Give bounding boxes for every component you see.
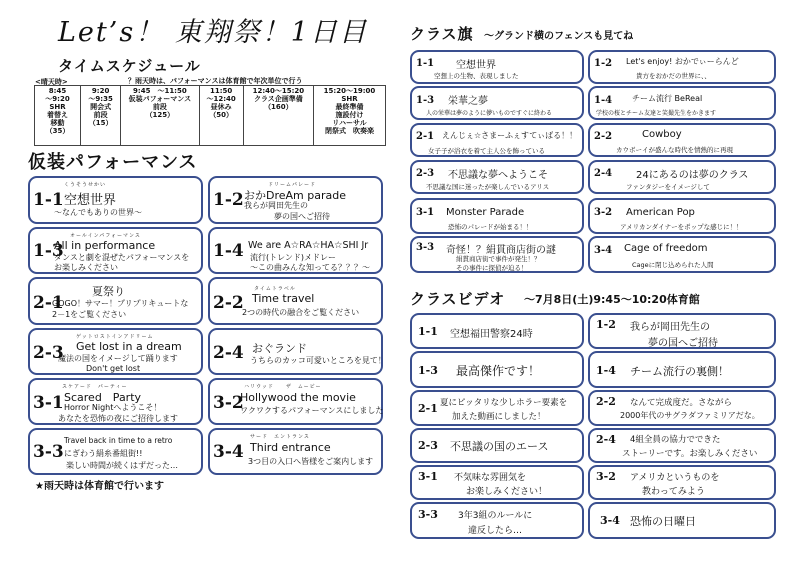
video-text: 不思議の国のエース [450,440,549,453]
class-label: 2-2 [594,131,613,142]
class-label: 1-3 [416,95,435,106]
ruby: サード エントランス [250,434,310,440]
performance-desc-2: ～この曲みんな知ってる？？？～ [250,263,370,272]
class-label: 3-3 [416,242,435,253]
performance-title: Third entrance [250,441,331,454]
performance-desc-2: 2－1をご覧ください [52,310,127,319]
class-label: 2-3 [416,168,435,179]
flag-title: 空想世界 [456,60,496,71]
class-label: 2-2 [213,293,244,313]
video-card [410,390,584,426]
flag-desc-2: その事件に探偵が迫る！ [456,264,528,272]
performance-card [28,378,203,425]
video-heading: クラスビデオ [410,290,506,308]
class-label: 3-3 [418,508,438,521]
schedule-cell: 9:20 ～9:35 開会式 前段 （15） [80,86,120,146]
flag-title: チーム流行 BeReal [632,94,703,103]
video-card [410,313,584,349]
flag-card [588,160,776,194]
performance-desc: Horror Nightへようこそ！ [64,403,162,412]
schedule-sunny-tag: <晴天時> [35,78,68,86]
class-label: 3-4 [600,514,620,527]
flag-card [410,160,584,194]
video-text-2: 違反したら… [468,526,523,536]
class-label: 2-4 [594,168,613,179]
performance-title: Travel back in time to a retro [64,436,173,445]
flag-card [588,50,776,84]
class-label: 1-2 [213,190,244,210]
flag-card [588,123,776,157]
performance-card [28,277,203,325]
flag-card [410,86,584,120]
video-text: 3年3組のルールに [458,511,533,521]
flags-subheading: ～グランド横のフェンスも見てね [484,31,634,42]
performance-title: Scared Party [64,391,142,404]
flag-card [588,86,776,120]
video-card [588,313,776,349]
flag-desc: 女子子が浴衣を着て主人公を飾っている [428,147,545,155]
video-text-2: お楽しみください！ [466,487,548,497]
performance-desc-2: 夢の国へご招待 [274,212,330,221]
flag-card [588,236,776,273]
video-card [410,351,584,388]
class-label: 1-1 [33,190,64,210]
flag-desc: ファンタジーをイメージして [626,183,710,191]
video-text-2: 2000年代のサグラダファミリアだな。 [620,411,760,420]
class-label: 3-2 [213,393,244,413]
class-label: 3-1 [418,470,438,483]
flag-desc: 学校の桜とチーム友達と笑撮先生をかきます [596,110,717,117]
flag-desc: 貴方をおかだの世界に、、 [636,72,711,80]
performance-desc: ワクワクするパフォーマンスにしました [240,406,384,415]
flag-desc: 不思議な国に迷ったが楽しんでいるアリス [426,183,550,191]
flag-desc: 空想上の生物、表現しました [434,72,519,80]
flag-title: えんじぇ☆さまーふぇすてぃばる！！ [442,131,578,140]
class-label: 1-1 [416,58,435,69]
video-text: 恐怖の日曜日 [630,515,696,528]
video-text: 不気味な雰囲気を [454,473,527,483]
ruby: スケアード パーティー [62,384,128,390]
performance-desc: 我らが岡田先生の [244,201,308,210]
class-label: 2-1 [416,131,435,142]
ruby: ドリームパレード [268,182,317,188]
video-text: なんて完成度だ。さながら [630,398,733,408]
class-label: 3-4 [213,442,244,462]
flag-title: American Pop [626,207,695,218]
flag-title: 不思議な夢へようこそ [448,170,548,181]
video-text-2: ストーリーです。お楽しみください [622,449,758,459]
performance-title: Get lost in a dream [76,340,182,353]
flag-desc: 人の栄華は夢のように儚いものですぐに終わる [426,110,553,117]
flag-title: Monster Parade [446,207,525,218]
ruby: ハリウッド ザ ムービー [244,384,322,390]
performance-title: 夏祭り [92,285,125,298]
class-label: 2-4 [213,343,244,363]
class-label: 1-3 [418,364,438,377]
schedule-cell: 15:20～19:00 SHR 最終準備 施設付け リハーサル 閉祭式 吹奏楽 [313,86,385,146]
performance-desc-2: Don't get lost [86,364,141,373]
video-text: 我らが岡田先生の [630,322,710,333]
performance-desc: 2つの時代の融合をご覧ください [242,308,360,317]
class-label: 1-2 [594,58,613,69]
flag-title: 栄華之夢 [448,96,488,107]
flag-card [410,50,584,84]
performance-card [28,428,203,475]
class-label: 1-4 [596,364,616,377]
ruby: オールインパフォーマンス [70,233,141,239]
video-text: アメリカというものを [630,473,720,483]
performance-desc: GOGO！サマー！プリプリキュートな [52,299,189,308]
performance-card [28,328,203,375]
schedule-cell: 8:45 ～9:20 SHR 着替え 移動 （35） [35,86,81,146]
class-label: 2-4 [596,433,616,446]
performance-title: All in performance [54,239,156,252]
class-label: 1-2 [596,318,616,331]
video-text: 4組全員の協力でできた [630,435,721,445]
performance-desc: にぎわう絹糸番組街!! [64,449,143,458]
performance-title: We are A☆RA☆HA☆SHI Jr [248,240,369,251]
performance-desc: 魔法の国をイメージして踊ります [58,354,178,363]
flags-heading: クラス旗 [410,25,474,43]
video-card [588,502,776,539]
flag-title: 奇怪！？絹貫商店街の謎 [446,245,556,256]
schedule-cell: 11:50 ～12:40 昼休み （50） [199,86,243,146]
performance-desc-2: お楽しみください [54,263,118,272]
flag-title: Cage of freedom [624,243,708,254]
class-label: 3-2 [596,470,616,483]
video-card [588,428,776,463]
class-label: 1-1 [418,325,438,338]
ruby: ゲットロストインアドリーム [76,334,154,340]
schedule-table [34,85,386,146]
video-text: 最高傑作です！ [456,364,541,378]
video-text-2: 教わってみよう [642,487,705,497]
video-card [588,351,776,388]
flag-card [410,236,584,273]
video-text: 空想福田警察24時 [450,329,533,340]
class-label: 3-1 [33,393,64,413]
flag-desc: 絹貫商店街で事件が発生！？ [456,255,541,263]
video-card [410,502,584,539]
page-title: Let’s！ 東翔祭！1日目 [58,17,368,48]
video-card [410,465,584,500]
video-card [588,390,776,426]
flag-card [410,198,584,234]
flag-desc: アメリカンダイナーをポップな感じに！！ [620,223,743,231]
rain-note: ★雨天時は体育館で行います [35,481,164,492]
flag-card [588,198,776,234]
performance-card [208,328,386,375]
performance-desc: 流行(トレンド)メドレー [250,253,337,262]
class-label: 3-2 [594,207,613,218]
performance-desc: 3つ目の入口へ皆様をご案内します [248,457,374,466]
schedule-heading: タイムスケジュール [58,57,201,75]
video-card [588,465,776,500]
performance-title: おかDreAm parade [244,189,346,202]
performance-card [208,277,383,325]
performance-card [28,176,203,224]
video-text-2: 加えた動画にしました！ [452,412,546,422]
performance-desc: ～なんでもありの世界～ [54,208,142,217]
flag-title: Let's enjoy! おかでぃーらんど [626,57,739,66]
video-text: チーム流行の裏側！ [630,365,729,378]
flag-title: Cowboy [642,129,682,140]
ruby: タイムトラベル [254,286,296,292]
video-schedule: ～7月8日(土)9:45～10:20体育館 [524,293,700,306]
class-label: 1-3 [33,241,64,261]
video-card [410,428,584,463]
performance-desc: ダンスと劇を混ぜたパフォーマンスを [54,253,190,262]
class-label: 2-3 [418,439,438,452]
flag-desc: カウボーイが盛んな時代を情熱的に再現 [616,146,733,154]
performance-title: Hollywood the movie [240,391,356,404]
schedule-rain-note: ？雨天時は、パフォーマンスは体育館で年次単位で行う [128,77,303,85]
flag-desc: Cageに閉じ込められた人間 [632,261,714,269]
flag-title: 24にあるのは夢のクラス [636,170,749,181]
class-label: 2-1 [418,402,438,415]
video-text: 夏にピッタリな少しホラー要素を [440,398,568,408]
performance-heading: 仮装パフォーマンス [28,152,198,173]
performance-card [208,378,383,425]
flag-card [410,123,584,157]
performance-title: Time travel [252,292,315,305]
schedule-cell: 12:40～15:20 クラス企画準備 （160） [243,86,313,146]
class-label: 2-3 [33,343,64,363]
performance-title: 空想世界 [64,193,117,208]
class-label: 3-3 [33,442,64,462]
class-label: 1-4 [594,95,613,106]
class-label: 1-4 [213,241,244,261]
class-label: 3-1 [416,207,435,218]
class-label: 2-1 [33,293,64,313]
flag-desc: 恐怖のパレードが始まる！！ [448,223,533,231]
performance-desc: うちらのカッコ可愛いところを見て！ [250,356,386,365]
performance-card [28,227,203,274]
performance-card [208,428,383,475]
class-label: 2-2 [596,395,616,408]
class-label: 3-4 [594,245,613,256]
performance-desc-2: あなたを恐怖の夜にご招待します [58,414,178,423]
performance-title: おぐランド [252,342,307,355]
performance-desc-2: 楽しい時間が続くはずだった… [66,461,178,470]
video-text-2: 夢の国へご招待 [648,338,718,349]
performance-card [208,227,383,274]
schedule-cell: 9:45 ～11:50 仮装パフォーマンス 前段 （125） [121,86,199,146]
performance-card [208,176,383,224]
ruby: くうそうせかい [64,182,107,188]
